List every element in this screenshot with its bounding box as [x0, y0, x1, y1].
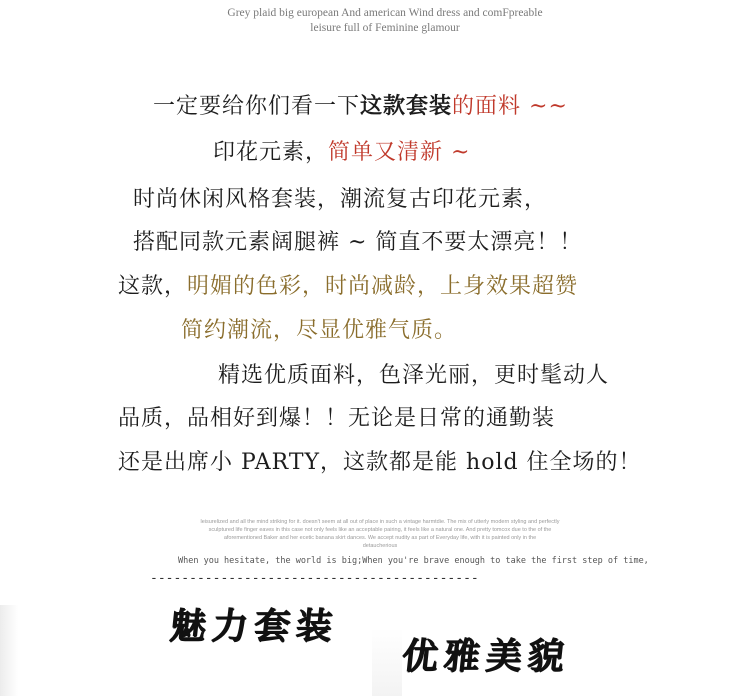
text-line-7: 精选优质面料，色泽光丽，更时髦动人	[218, 363, 610, 388]
text-line-5	[118, 272, 578, 302]
fine-print-line-3: aforementioned Baker and her ecetic banana skirt dances. We accept nudity as part of Everyday life, with it is painted only in the	[223, 535, 537, 541]
fine-print-line-1: leisurelized and all the mind striking for it. doesn't seem at all out of place in such a vintage harmtdie. The mix of utterly modern styling and perfectly	[200, 519, 560, 525]
text-line-3: 时尚休闲风格套装，潮流复古印花元素，	[133, 187, 548, 212]
line-5-part-b: 明媚的色彩，时尚减龄，上身效果超赞	[187, 274, 579, 299]
text-line-6: 简约潮流，尽显优雅气质。	[181, 318, 458, 343]
line-1-part-d: ~~	[521, 94, 568, 119]
line-1-part-c: 的面料	[452, 94, 522, 119]
line-2-part-c: ~	[443, 140, 471, 165]
text-line-8: 品质，品相好到爆！！无论是日常的通勤装	[118, 406, 556, 431]
line-2-part-b: 简单又清新	[328, 140, 444, 165]
left-edge-shadow	[0, 605, 18, 696]
calligraphy-title-right: 优雅美貌	[399, 635, 572, 677]
english-header-line-1: Grey plaid big european And american Wind dress and comFpreable	[227, 7, 543, 19]
english-header-line-2: leisure full of Feminine glamour	[310, 22, 460, 34]
line-5-part-a: 这款，	[118, 274, 188, 299]
fine-print-block	[190, 518, 570, 550]
calligraphy-title-left: 魅力套装	[167, 605, 340, 647]
line-1-part-a: 一定要给你们看一下	[153, 94, 361, 119]
text-line-9: 还是出席小 PARTY，这款都是能 hold 住全场的！	[118, 450, 642, 475]
dashed-divider: ------------------------------------------	[150, 571, 479, 586]
line-2-part-a: 印花元素，	[213, 140, 329, 165]
text-line-1	[153, 91, 568, 122]
text-line-4: 搭配同款元素阔腿裤 ~ 简直不要太漂亮！！	[133, 230, 583, 255]
line-1-part-b: 这款套装	[360, 93, 453, 119]
fine-print-line-4: detaucherious	[362, 543, 398, 549]
english-quote: When you hesitate, the world is big;When you're brave enough to take the first step of time,	[178, 556, 649, 566]
fine-print-line-2: sculptured life finger eaves in this case not only feels like an acceptable pairing, it feels like a natural one. And pretty tomcox due to the of the	[208, 527, 552, 533]
center-shadow	[372, 628, 402, 696]
english-header	[0, 6, 750, 36]
text-line-2	[213, 138, 470, 168]
